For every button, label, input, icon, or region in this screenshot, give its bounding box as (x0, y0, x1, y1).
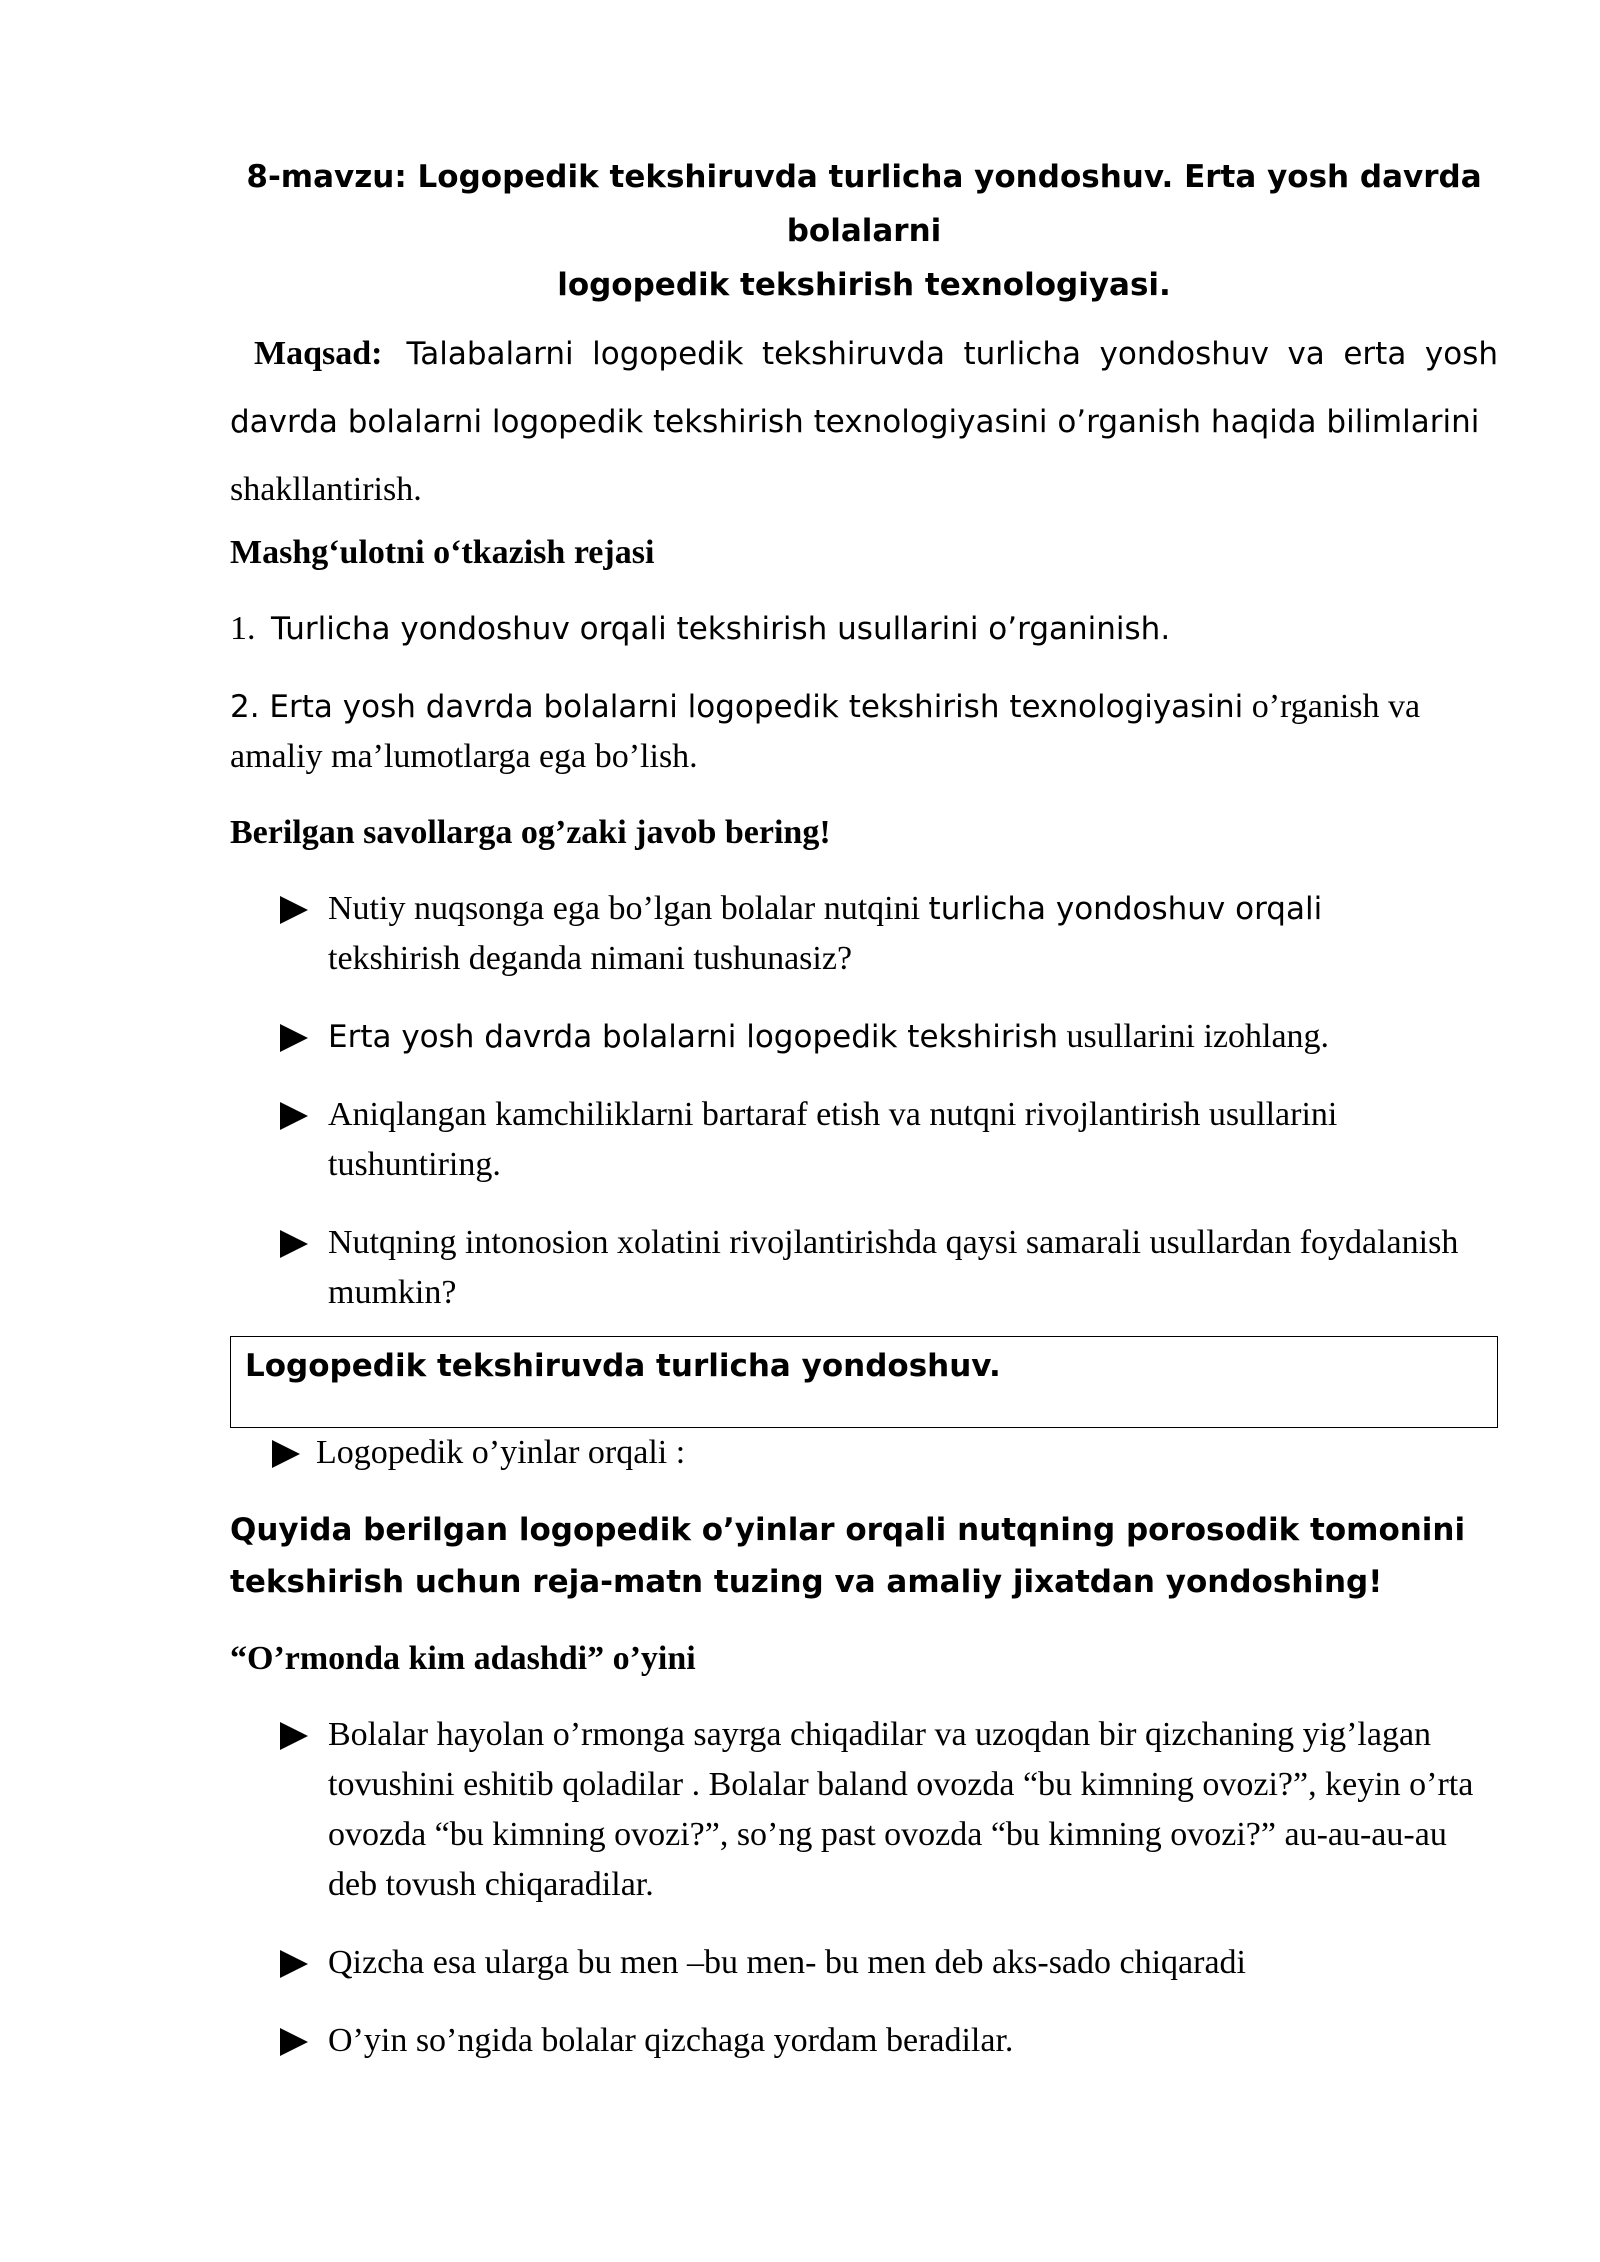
bullet-arrow-icon (280, 896, 308, 924)
goal-paragraph (230, 320, 1498, 524)
plan-item-2-text-b: o’rganish va (1243, 688, 1421, 725)
goal-text: Talabalarni logopedik tekshiruvda turlicha yondoshuv va erta yosh davrda bolalarni logopedik tekshirish texnologiyasini o’rganish haqida bilimlarini (230, 336, 1498, 440)
plan-item-2 (230, 682, 1498, 782)
questions-list (230, 884, 1498, 1318)
questions-heading: Berilgan savollarga og’zaki javob bering! (230, 814, 831, 851)
q2-text-a: Erta yosh davrda bolalarni logopedik tekshirish (328, 1019, 1059, 1055)
page-title (230, 150, 1498, 312)
section-box (230, 1336, 1498, 1428)
plan-item-2-line-2: amaliy ma’lumotlarga ega bo’lish. (230, 738, 698, 775)
plan-item-1 (230, 604, 1498, 654)
q3-text: Aniqlangan kamchiliklarni bartaraf etish va nutqni rivojlantirish usullarini tushuntiring. (328, 1096, 1338, 1183)
bullet-arrow-icon (280, 1950, 308, 1978)
game-title: “O’rmonda kim adashdi” o’yini (230, 1640, 696, 1677)
question-item-3 (230, 1090, 1498, 1190)
bullet-arrow-icon (280, 1024, 308, 1052)
plan-heading: Mashg‘ulotni o‘tkazish rejasi (230, 534, 655, 571)
question-item-1 (230, 884, 1498, 984)
title-line-1: 8-mavzu: Logopedik tekshiruvda turlicha yondoshuv. Erta yosh davrda bolalarni (246, 159, 1482, 249)
q4-text: Nutqning intonosion xolatini rivojlantirishda qaysi samarali usullardan foydalanish mumkin? (328, 1224, 1459, 1311)
question-item-2 (230, 1012, 1498, 1062)
goal-label: Maqsad: (254, 335, 383, 372)
question-item-4 (230, 1218, 1498, 1318)
games-list (230, 1428, 1498, 1478)
games-task-line-2: tekshirish uchun reja-matn tuzing va amaliy jixatdan yondoshing! (230, 1564, 1383, 1600)
q1-text-b: turlicha yondoshuv orqali (928, 891, 1323, 927)
games-task-line-1: Quyida berilgan logopedik o’yinlar orqali nutqning porosodik tomonini (230, 1512, 1466, 1548)
game-step-3-text: O’yin so’ngida bolalar qizchaga yordam beradilar. (328, 2022, 1014, 2059)
bullet-arrow-icon (280, 1722, 308, 1750)
q2-text-b: usullarini izohlang. (1058, 1018, 1330, 1055)
q1-text-a: Nutiy nuqsonga ega bo’lgan bolalar nutqini (328, 890, 929, 927)
game-step-1 (230, 1710, 1498, 1910)
goal-end: shakllantirish. (230, 471, 422, 508)
section-box-title: Logopedik tekshiruvda turlicha yondoshuv. (245, 1348, 1001, 1384)
plan-item-2-text-a: 2. Erta yosh davrda bolalarni logopedik tekshirish texnologiyasini (230, 689, 1244, 725)
bullet-arrow-icon (280, 1102, 308, 1130)
games-task (230, 1504, 1498, 1608)
document-page (230, 150, 1498, 2066)
games-bullet-text: Logopedik o’yinlar orqali : (316, 1434, 686, 1471)
title-line-2: logopedik tekshirish texnologiyasi. (557, 267, 1171, 303)
bullet-arrow-icon (280, 1230, 308, 1258)
plan-item-1-number: 1. (230, 610, 256, 647)
game-step-2 (230, 1938, 1498, 1988)
plan-item-1-text: Turlicha yondoshuv orqali tekshirish usullarini o’rganinish. (271, 611, 1171, 647)
game-step-2-text: Qizcha esa ularga bu men –bu men- bu men deb aks-sado chiqaradi (328, 1944, 1246, 1981)
bullet-arrow-icon (272, 1440, 300, 1468)
game-steps-list (230, 1710, 1498, 2066)
bullet-arrow-icon (280, 2028, 308, 2056)
games-bullet-item (230, 1428, 1498, 1478)
q1-text-c: tekshirish deganda nimani tushunasiz? (328, 940, 853, 977)
game-step-3 (230, 2016, 1498, 2066)
game-step-1-text: Bolalar hayolan o’rmonga sayrga chiqadilar va uzoqdan bir qizchaning yig’lagan tovushini eshitib qoladilar . Bolalar baland ovozda “bu kimning ovozi?”, keyin o’rta ovozda “bu kimning ovozi?”, so’ng past ovozda “bu kimning ovozi?” au-au-au-au deb tovush chiqaradilar. (328, 1716, 1474, 1903)
